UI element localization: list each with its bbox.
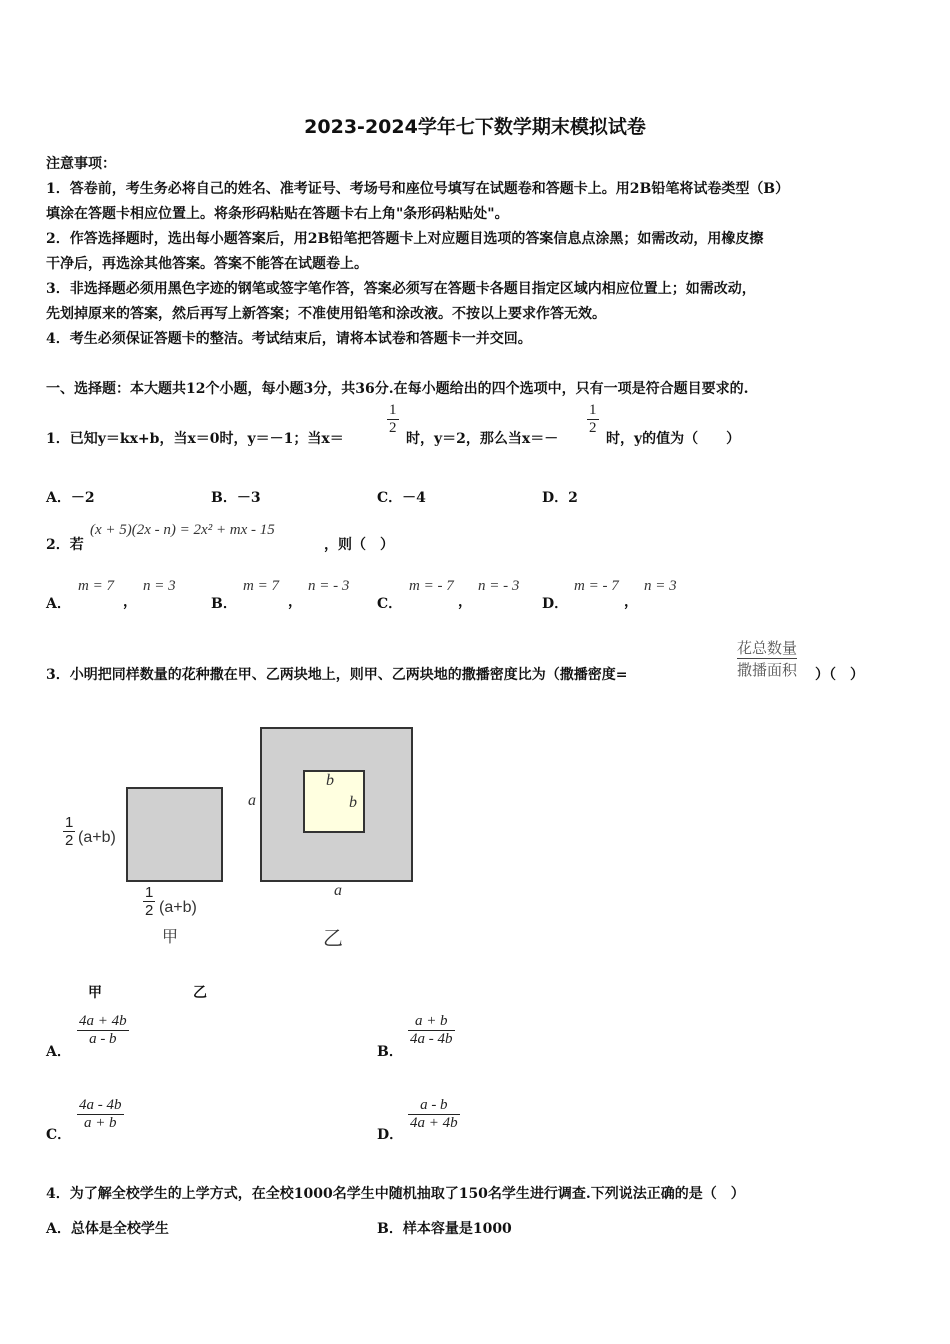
q3-option-a[interactable]: A．	[46, 1044, 71, 1060]
notice-line: 干净后，再选涂其他答案。答案不能答在试题卷上。	[46, 256, 368, 272]
q2-option-c[interactable]: C．	[377, 596, 403, 612]
q1-fraction-1: $\frac{1}{2}$	[389, 402, 397, 436]
q2-option-a[interactable]: A．	[46, 596, 71, 612]
q3-option-c[interactable]: C．	[46, 1127, 72, 1143]
jia-bottom-expr: (a+b)	[159, 899, 197, 916]
q2-prefix: 2．若	[46, 537, 84, 553]
q2-option-b-m: m = 7	[243, 578, 279, 594]
notice-line: 1．答卷前，考生务必将自己的姓名、准考证号、考场号和座位号填写在试题卷和答题卡上。用2B铅笔将试卷类型（B）	[46, 181, 790, 197]
q4-text: 4．为了解全校学生的上学方式，在全校1000名学生中随机抽取了150名学生进行调查.下列说法正确的是（ ）	[46, 1186, 745, 1202]
section-heading: 一、选择题：本大题共12个小题，每小题3分，共36分.在每小题给出的四个选项中，只有一项是符合题目要求的.	[46, 381, 749, 397]
q2-option-c-n: n = - 3	[478, 578, 520, 594]
notice-line: 2．作答选择题时，选出每小题答案后，用2B铅笔把答题卡上对应题目选项的答案信息点涂黑；如需改动，用橡皮擦	[46, 231, 764, 247]
q2-suffix: ，则（ ）	[324, 537, 394, 553]
q2-option-d-n: n = 3	[644, 578, 677, 594]
q1-option-b[interactable]: B．－3	[211, 490, 261, 506]
q1-option-d[interactable]: D．2	[542, 490, 578, 506]
q2-option-d[interactable]: D．	[542, 596, 569, 612]
q4-option-b[interactable]: B．样本容量是1000	[377, 1221, 512, 1237]
q1-fraction-2: $\frac{1}{2}$	[589, 402, 597, 436]
jia-left-expr: (a+b)	[78, 829, 116, 846]
q2-option-b-n: n = - 3	[308, 578, 350, 594]
comma: ，	[123, 594, 137, 610]
yi-outer-side-label: a	[248, 792, 256, 809]
q1-text-part2: 时，y＝2，那么当x＝－	[406, 431, 559, 447]
yi-inner-top-label: b	[326, 772, 334, 789]
plot-jia-square	[127, 788, 222, 881]
yi-figure-label: 乙	[323, 928, 343, 950]
jia-figure-label: 甲	[162, 929, 179, 946]
q3-option-c-fraction: $\frac{4a - 4b}{a + b}$	[79, 1097, 122, 1131]
q3-option-d-fraction: $\frac{a - b}{4a + 4b}$	[410, 1097, 458, 1131]
q1-option-a[interactable]: A．－2	[46, 490, 95, 506]
q3-option-b[interactable]: B．	[377, 1044, 403, 1060]
q2-option-d-m: m = - 7	[574, 578, 619, 594]
q1-text-part3: 时，y的值为（ ）	[606, 431, 741, 447]
page-title: 2023-2024学年七下数学期末模拟试卷	[304, 116, 646, 138]
comma: ，	[288, 594, 302, 610]
q2-option-a-m: m = 7	[78, 578, 114, 594]
q3-option-b-fraction: $\frac{a + b}{4a - 4b}$	[410, 1013, 453, 1047]
notice-line: 先划掉原来的答案，然后再写上新答案；不准使用铅笔和涂改液。不按以上要求作答无效。	[46, 306, 606, 322]
comma: ，	[624, 594, 638, 610]
yi-outer-bottom-label: a	[334, 882, 342, 899]
notice-line: 填涂在答题卡相应位置上。将条形码粘贴在答题卡右上角"条形码粘贴处"。	[46, 206, 509, 222]
q2-equation: (x + 5)(2x - n) = 2x² + mx - 15	[90, 522, 275, 538]
q3-option-a-fraction: $\frac{4a + 4b}{a - b}$	[79, 1013, 127, 1047]
notice-line: 4．考生必须保证答题卡的整洁。考试结束后，请将本试卷和答题卡一并交回。	[46, 331, 532, 347]
below-label-jia: 甲	[88, 985, 102, 1001]
yi-inner-side-label: b	[349, 794, 357, 811]
q3-option-d[interactable]: D．	[377, 1127, 404, 1143]
q2-option-a-n: n = 3	[143, 578, 176, 594]
q3-text-end: ）（ ）	[815, 667, 864, 683]
comma: ，	[458, 594, 472, 610]
below-label-yi: 乙	[193, 985, 207, 1001]
jia-bottom-fraction: $\frac{1}{2}$	[145, 884, 154, 919]
notice-heading: 注意事项：	[46, 156, 116, 172]
q2-option-b[interactable]: B．	[211, 596, 237, 612]
q2-option-c-m: m = - 7	[409, 578, 454, 594]
notice-line: 3．非选择题必须用黑色字迹的钢笔或签字笔作答，答案必须写在答题卡各题目指定区域内相应位置上；如需改动，	[46, 281, 756, 297]
q4-option-a[interactable]: A．总体是全校学生	[46, 1221, 169, 1237]
q1-text-part1: 1．已知y＝kx+b，当x＝0时，y＝－1；当x＝	[46, 431, 344, 447]
q1-option-c[interactable]: C．－4	[377, 490, 426, 506]
q3-text: 3．小明把同样数量的花种撒在甲、乙两块地上，则甲、乙两块地的撒播密度比为（撒播密度=	[46, 667, 628, 683]
q3-density-fraction: 花总数量 撒播面积	[737, 639, 798, 679]
jia-left-fraction: $\frac{1}{2}$	[65, 814, 74, 849]
